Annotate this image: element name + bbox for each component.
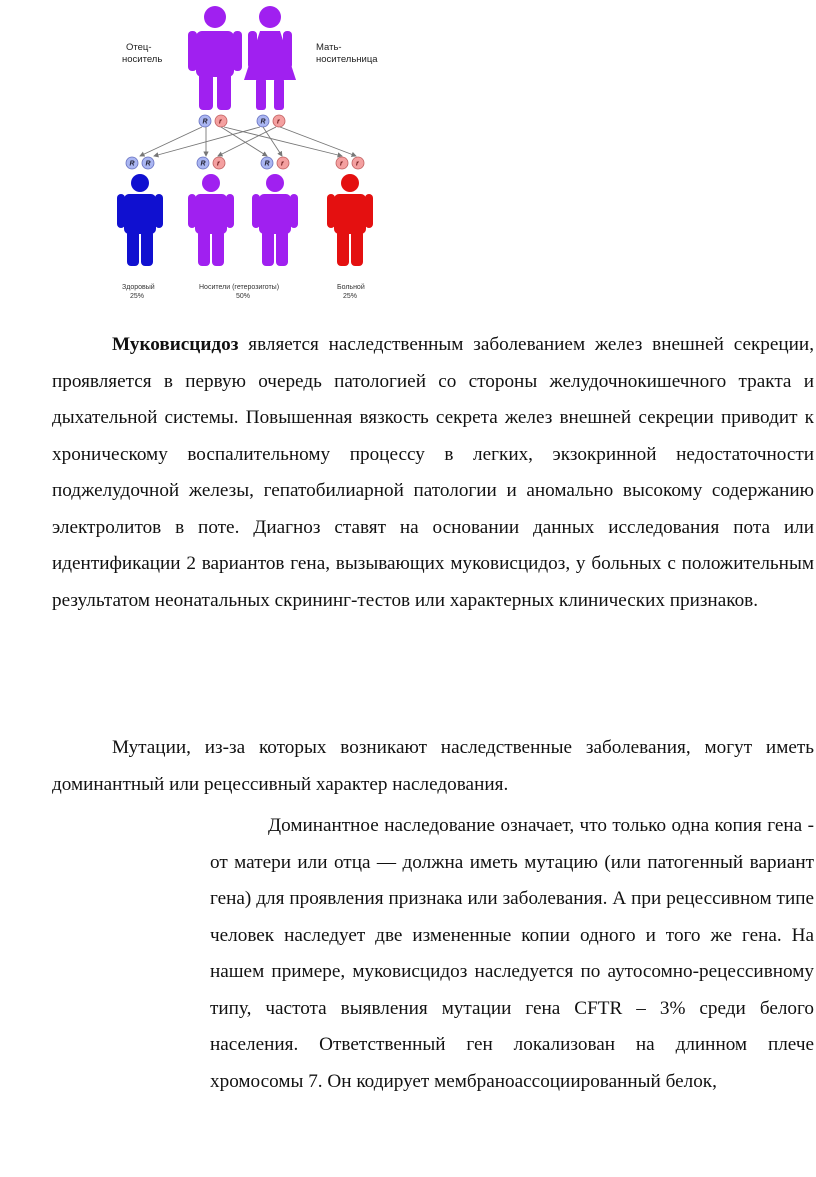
child-carrier-figure-1: [188, 174, 234, 266]
mother-label-line1: Мать-: [316, 42, 342, 53]
child1-alleles: [126, 157, 154, 169]
sick-caption-line1: Больной: [337, 284, 365, 291]
father-alleles: [199, 115, 227, 127]
svg-text:r: r: [277, 118, 280, 126]
paragraph-1-body: является наследственным заболеванием желез внешней секреции, проявляется в первую очередь патологией со стороны желудочнокишечного тракта и дыхательной системы. Повышенная вязкость секрета желез внешней секреции приводит к хроническому воспалительному процессу в легких, экзокринной недостаточности поджелудочной железы, гепатобилиарной патологии и аномально высокому содержанию электролитов в поте. Диагноз ставят на основании данных исследования пота или идентификации 2 вариантов гена, вызывающих муковисцидоз, у больных с положительным результатом неонатальных скрининг-тестов или характерных клинических признаков.: [52, 334, 814, 611]
svg-text:r: r: [219, 118, 222, 126]
mother-label-line2: носительница: [316, 54, 378, 65]
svg-text:r: r: [281, 160, 284, 168]
svg-text:r: r: [356, 160, 359, 168]
inheritance-arrows: [140, 127, 356, 156]
svg-text:r: r: [340, 160, 343, 168]
father-label-line2: носитель: [122, 54, 163, 65]
svg-text:R: R: [200, 160, 206, 168]
sick-caption-line2: 25%: [343, 293, 358, 300]
svg-text:r: r: [217, 160, 220, 168]
svg-text:R: R: [145, 160, 151, 168]
child-healthy-figure: [117, 174, 163, 266]
mother-alleles: [257, 115, 285, 127]
paragraph-dominant-inheritance: Доминантное наследование означает, что только одна копия гена - от матери или отца — должна иметь мутацию (или патогенный вариант гена) для проявления признака или заболевания. А при рецессивном типе человек наследует две измененные копии одного и того же гена. На нашем примере, муковисцидоз наследуется по аутосомно-рецессивному типу, частота выявления мутации гена CFTR – 3% среди белого населения. Ответственный ген локализован на длинном плече хромосомы 7. Он кодирует мембраноассоциированный белок,: [210, 815, 814, 1092]
svg-text:R: R: [129, 160, 135, 168]
paragraph-cystic-fibrosis: [52, 327, 814, 619]
carriers-caption-line2: 50%: [236, 293, 251, 300]
term-cystic-fibrosis: Муковисцидоз: [112, 334, 239, 355]
paragraph-mutations: Мутации, из-за которых возникают наследственные заболевания, могут иметь доминантный или рецессивный характер наследования.: [52, 737, 814, 795]
child4-alleles: [336, 157, 364, 169]
healthy-caption-line1: Здоровый: [122, 284, 155, 291]
inheritance-diagram: [110, 0, 390, 310]
svg-text:R: R: [202, 118, 208, 126]
svg-text:R: R: [260, 118, 266, 126]
father-label-line1: Отец-: [126, 42, 152, 53]
svg-text:R: R: [264, 160, 270, 168]
child-carrier-figure-2: [252, 174, 298, 266]
child3-alleles: [261, 157, 289, 169]
carriers-caption-line1: Носители (гетерозиготы): [199, 284, 280, 291]
child2-alleles: [197, 157, 225, 169]
mother-figure: [244, 6, 296, 110]
father-figure: [188, 6, 242, 110]
child-sick-figure: [327, 174, 373, 266]
healthy-caption-line2: 25%: [130, 293, 145, 300]
